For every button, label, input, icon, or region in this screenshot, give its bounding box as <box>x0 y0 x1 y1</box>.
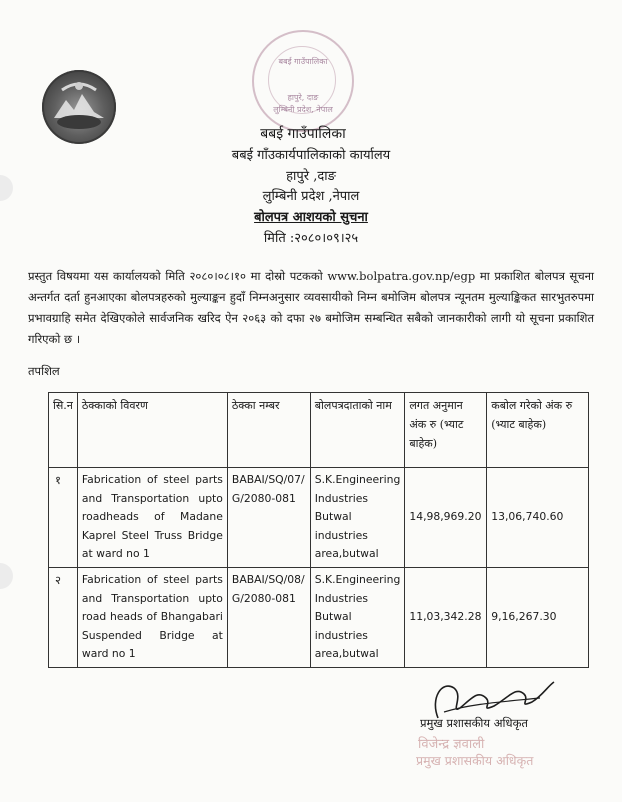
cell-bid-amount: 9,16,267.30 <box>487 567 589 667</box>
cell-description: Fabrication of steel parts and Transportation upto road heads of Bhangabari Suspended Bridge at ward no 1 <box>77 567 227 667</box>
cell-serial: २ <box>49 567 78 667</box>
header-bidder: बोलपत्रदाताको नाम <box>310 393 405 468</box>
table-header-row <box>49 393 589 468</box>
header-contract-no: ठेक्का नम्बर <box>227 393 310 468</box>
cell-description: Fabrication of steel parts and Transportation upto roadheads of Madane Kaprel Steel Truss Bridge at ward no 1 <box>77 468 227 568</box>
municipality-name: बबई गाउँपालिका <box>260 126 346 142</box>
notice-date: मिति :२०८०।०९।२५ <box>263 231 359 246</box>
seal-text-mid: हापुरे, दाङ <box>287 93 319 102</box>
signatory-stamp-name: विजेन्द्र ज्ञवाली <box>418 737 485 752</box>
header-serial: सि.न <box>49 393 78 468</box>
cell-bidder: S.K.Engineering Industries Butwal industries area,butwal <box>310 468 405 568</box>
details-heading: तपशिल <box>28 364 60 378</box>
province-name: लुम्बिनी प्रदेश ,नेपाल <box>262 189 360 204</box>
cell-contract-no: BABAI/SQ/07/G/2080-081 <box>227 468 310 568</box>
signatory-stamp-title: प्रमुख प्रशासकीय अधिकृत <box>416 753 534 768</box>
cell-bid-amount: 13,06,740.60 <box>487 468 589 568</box>
header-bid-amount: कबोल गरेको अंक रु (भ्याट बाहेक) <box>487 393 589 468</box>
cell-estimate: 14,98,969.20 <box>405 468 487 568</box>
table-row <box>49 468 589 568</box>
header-estimate: लगत अनुमान अंक रु (भ्याट बाहेक) <box>405 393 487 468</box>
seal-text-bottom: लुम्बिनी प्रदेश, नेपाल <box>273 105 333 114</box>
seal-text-top: बबई गाउँपालिका <box>278 57 328 66</box>
cell-bidder: S.K.Engineering Industries Butwal industries area,butwal <box>310 567 405 667</box>
notice-paragraph: प्रस्तुत विषयमा यस कार्यालयको मिति २०८०।०८।१० मा दोस्रो पटकको www.bolpatra.gov.np/egp मा प्रकाशित बोलपत्र सूचना अन्तर्गत दर्ता हुनआएका बोलपत्रहरुको मुल्याङ्कन हुदाँ निम्नअनुसार व्यवसायीको निम्न बमोजिम बोलपत्र न्यूनतम मुल्याङ्किकत सारभुतरुपमा प्रभावग्राहि समेत देखिएकोले सार्वजनिक खरिद ऐन २०६३ को दफा २७ बमोजिम सम्बन्धित सबैको जानकारीको लागी यो सूचना प्रकाशित गरिएको छ । <box>28 269 594 346</box>
header-description: ठेक्काको विवरण <box>77 393 227 468</box>
office-name: बबई गाँउकार्यपालिकाको कार्यालय <box>231 148 391 163</box>
punch-hole-bottom <box>0 563 13 589</box>
office-address: हापुरे ,दाङ <box>286 169 336 184</box>
notice-title: बोलपत्र आशयको सुचना <box>254 210 368 225</box>
office-seal-stamp <box>252 30 354 132</box>
bid-intent-table <box>48 392 589 668</box>
cell-serial: १ <box>49 468 78 568</box>
cell-estimate: 11,03,342.28 <box>405 567 487 667</box>
cell-contract-no: BABAI/SQ/08/G/2080-081 <box>227 567 310 667</box>
table-row <box>49 567 589 667</box>
signatory-title: प्रमुख प्रशासकीय अधिकृत <box>420 716 528 730</box>
